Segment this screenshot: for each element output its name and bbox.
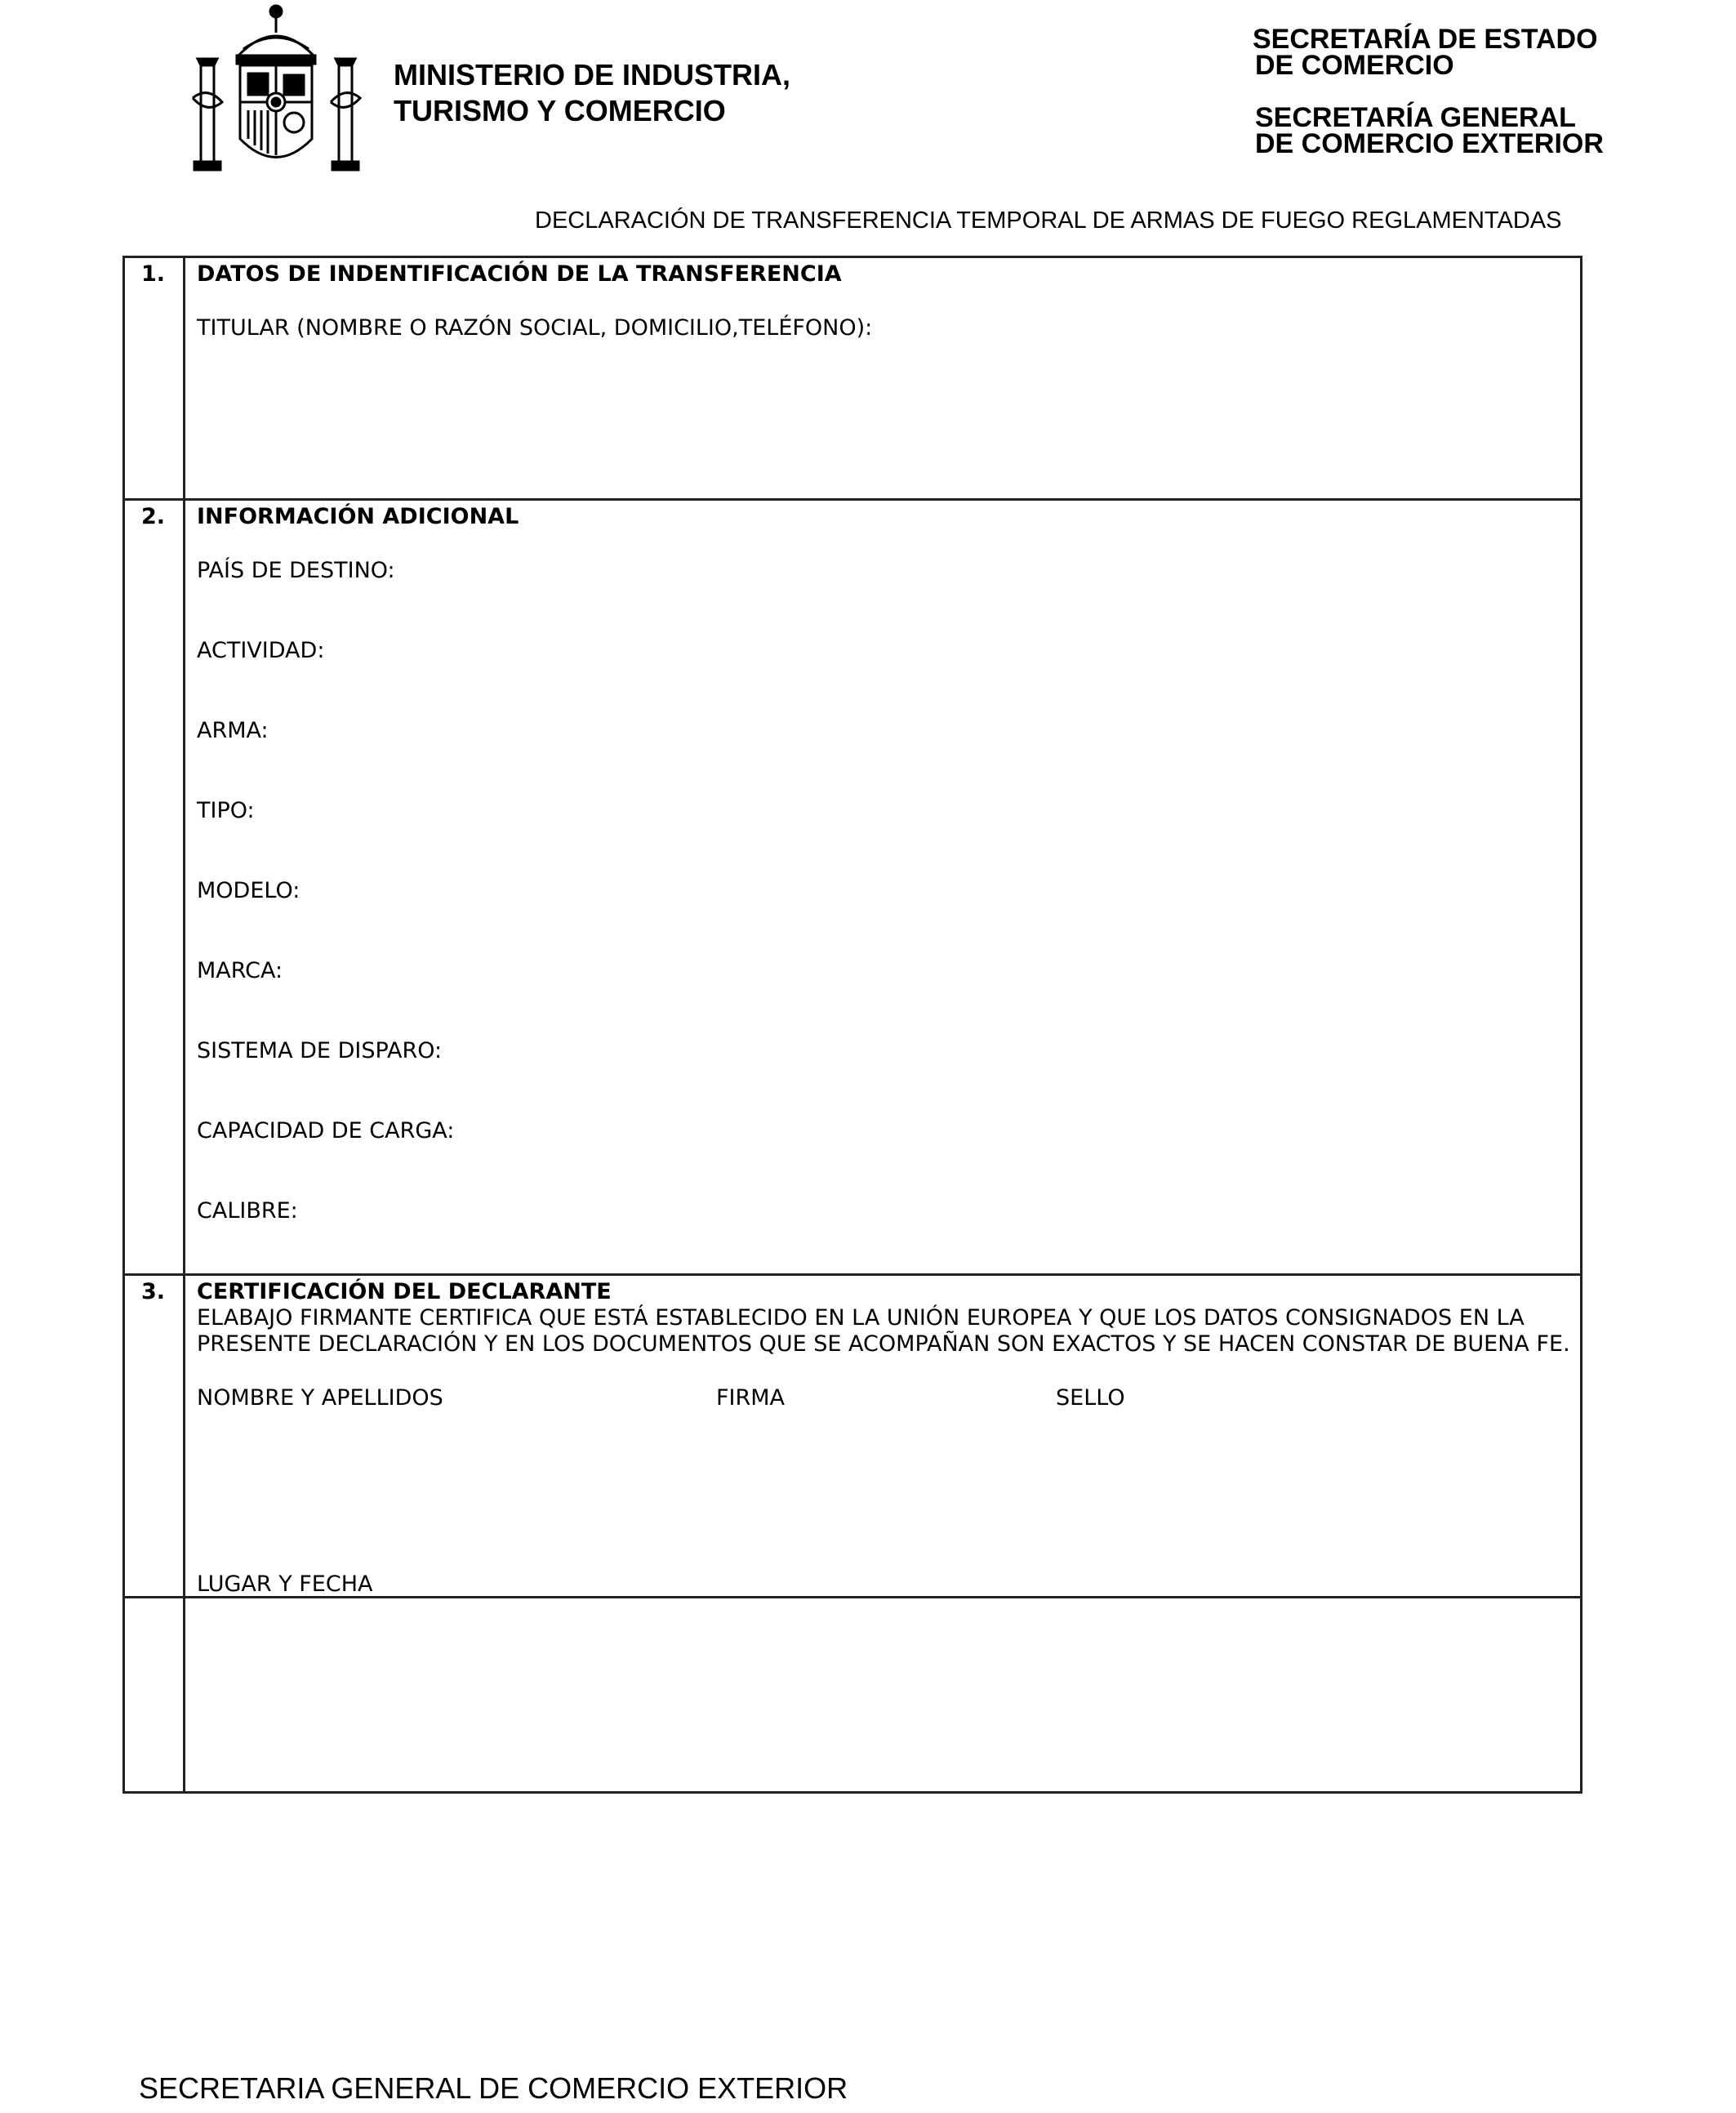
section-2-heading: INFORMACIÓN ADICIONAL [197, 504, 519, 529]
capacidad-carga-label: CAPACIDAD DE CARGA: [197, 1118, 455, 1143]
secretaria-line-1: SECRETARÍA DE ESTADO [1253, 24, 1598, 55]
ministry-name [394, 57, 790, 129]
secretaria-line-4: DE COMERCIO EXTERIOR [1255, 128, 1604, 159]
number-column-divider [183, 258, 185, 1791]
marca-label: MARCA: [197, 958, 283, 983]
section-1-number: 1. [141, 261, 166, 287]
section-3-heading: CERTIFICACIÓN DEL DECLARANTE [197, 1279, 612, 1304]
section-divider-2 [125, 1273, 1580, 1276]
firma-label: FIRMA [716, 1385, 786, 1411]
pais-destino-label: PAÍS DE DESTINO: [197, 558, 395, 583]
section-2-number: 2. [141, 504, 166, 529]
sistema-disparo-label: SISTEMA DE DISPARO: [197, 1038, 443, 1063]
certification-text-line-1: ELABAJO FIRMANTE CERTIFICA QUE ESTÁ ESTABLECIDO EN LA UNIÓN EUROPEA Y QUE LOS DATOS CONSIGNADOS EN LA [197, 1305, 1525, 1331]
footer-text: SECRETARIA GENERAL DE COMERCIO EXTERIOR [139, 2071, 848, 2105]
tipo-label: TIPO: [197, 798, 255, 823]
ministry-line-2: TURISMO Y COMERCIO [394, 94, 726, 127]
section-1-heading: DATOS DE INDENTIFICACIÓN DE LA TRANSFERENCIA [197, 261, 842, 287]
arma-label: ARMA: [197, 718, 269, 743]
secretaria-line-2: DE COMERCIO [1255, 50, 1454, 81]
certification-text-line-2: PRESENTE DECLARACIÓN Y EN LOS DOCUMENTOS QUE SE ACOMPAÑAN SON EXACTOS Y SE HACEN CONSTAR DE BUENA FE. [197, 1331, 1570, 1357]
nombre-apellidos-label: NOMBRE Y APELLIDOS [197, 1385, 443, 1411]
coat-of-arms-icon [189, 0, 363, 180]
section-divider-1 [125, 498, 1580, 501]
calibre-label: CALIBRE: [197, 1198, 298, 1224]
secretaria-line-3: SECRETARÍA GENERAL [1255, 102, 1576, 133]
titular-label: TITULAR (NOMBRE O RAZÓN SOCIAL, DOMICILIO,TELÉFONO): [197, 315, 873, 341]
lugar-fecha-label: LUGAR Y FECHA [197, 1571, 373, 1597]
document-title: DECLARACIÓN DE TRANSFERENCIA TEMPORAL DE ARMAS DE FUEGO REGLAMENTADAS [535, 207, 1562, 234]
secretaria-block [1253, 26, 1604, 157]
sello-label: SELLO [1056, 1385, 1125, 1411]
declaration-form [122, 256, 1582, 1794]
actividad-label: ACTIVIDAD: [197, 638, 325, 663]
modelo-label: MODELO: [197, 878, 300, 903]
section-3-number: 3. [141, 1279, 166, 1304]
ministry-line-1: MINISTERIO DE INDUSTRIA, [394, 58, 791, 91]
